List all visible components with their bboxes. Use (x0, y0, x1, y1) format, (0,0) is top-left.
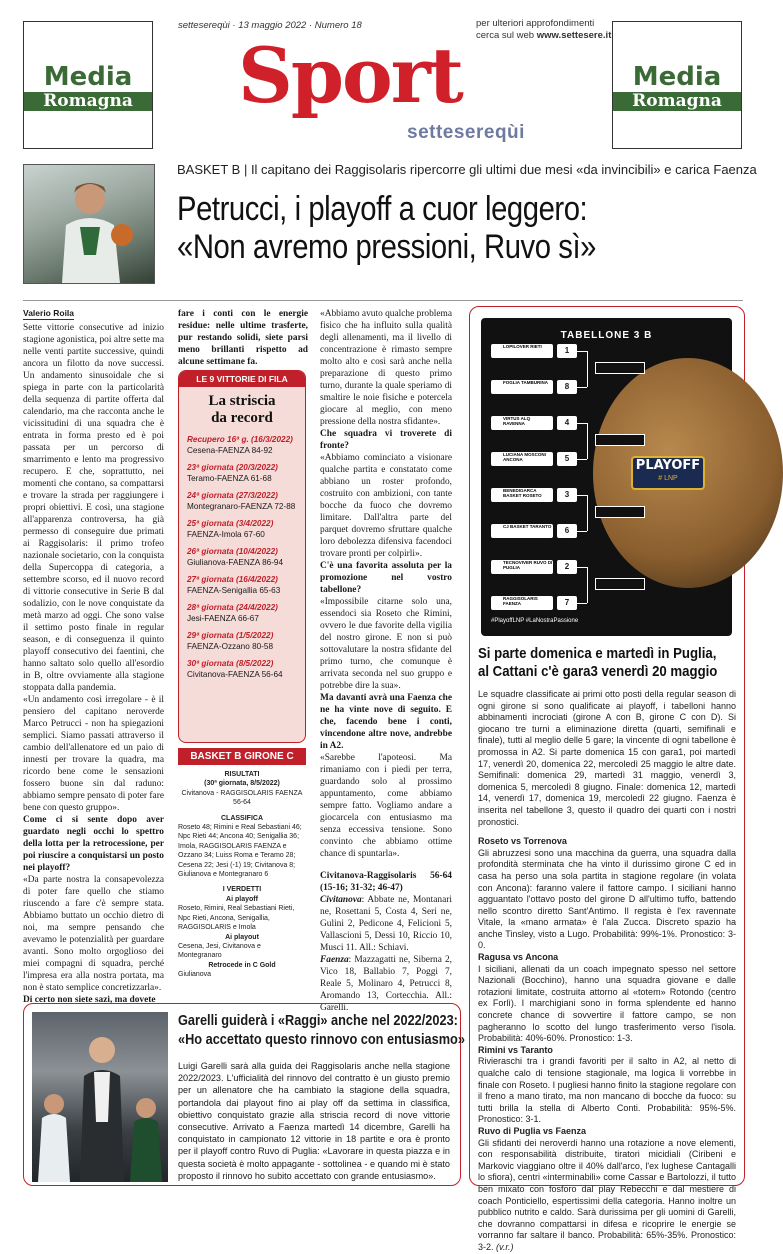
media-romagna-logo-left: Media Romagna (24, 64, 152, 111)
col1-paragraph-3: «Da parte nostra la consapevolezza di poter fare quello che stiamo riuscendo a fare c'è sempre stata. Abbiamo buttato un occhio dietro di noi, ma sempre pensando che avevamo le potenzialità per guardare avanti. Sono molto orgoglioso dei miei compagni di squadra, perché l'impresa era alla nostra portata, ma non è stato semplice concretizzarla». (23, 875, 164, 993)
bracket-semifinal-slot (595, 362, 645, 374)
streak-game (187, 519, 297, 540)
bracket-connector (577, 603, 587, 604)
info-line: per ulteriori approfondimenti cerca sul web www.settesere.it (476, 18, 612, 41)
bracket-title: TABELLONE 3 B (560, 330, 653, 341)
streak-game-result: Cesena-FAENZA 84-92 (187, 445, 273, 455)
col1-question-1: Come ci si sente dopo aver guardato negli occhi lo spettro della lotta per la retrocessione, per poi riuscire a conquistarsi un posto nei playoff? (23, 815, 164, 873)
col1-paragraph-1: Sette vittorie consecutive ad inizio stagione agonistica, poi altre sette ma nelle venti partite successive, quindi ancora un filotto da nove successi. Un andamento sinusoidale che si spiega in parte con la particolarità della sequenza di partite offerta dal calendario, ma che racconta anche le vicissitudini di una squadra che è entrata in forma presto ed è poi passata per un percorso di smarrimento e lento ma progressivo recupero. E che, soprattutto, nei momenti che contano, sa compattarsi e trovare la strada per raggiungere i propri obiettivi. E così, una stagione all'apparenza controversa, ha già permesso di conseguire due primati ai Raggisolaris: il primo trofeo nazionale societario, con la conquista della Supercoppa di categoria, a settembre scorso, ed il nuovo record di vittorie consecutive in Serie B dal sodalizio, con le nove conquistate da metà marzo ad oggi. Che sono valse il settimo posto finale in regular season, e di conseguenza il quinto playoff consecutivo dei faentini, che hanno saltato solo quello all'esordio in B, oltre ovviamente alla stagione stoppata dalla pandemia. (23, 323, 164, 693)
bracket-team-slot: VIRTUS ALQ RAVENNA (491, 416, 553, 430)
bracket-seed: 2 (557, 560, 577, 574)
streak-game-date: 27ª giornata (16/4/2022) (187, 575, 278, 584)
boxscore: Civitanova-Raggisolaris 56-64 (15-16; 31-32; 46-47) Civitanova: Abbate ne, Montanari ne, Rosettani 5, Costa 4, Seri ne, Gulini 2, Pedicone 4, Felicioni 5, Vallascioni 5, Dessi 10, Riccio 10, Musci 11. All.: Schiavi. Faenza: Mazzagatti ne, Siberna 2, Vico 18, Ballabio 7, Poggi 7, Reale 5, Molinaro 4, Petrucci 8, Aromando 13, Cortecchia. All.: Garelli. (320, 871, 452, 1013)
streak-game-result: Montegranaro-FAENZA 72-88 (187, 501, 296, 511)
streak-game (187, 463, 297, 484)
bracket-hashtag: #PlayoffLNP #LaNostraPassione (491, 618, 579, 624)
playoff-bracket (481, 318, 732, 636)
col1-paragraph-2: «Un andamento così irregolare - è il pensiero del capitano neroverde Marco Petrucci - non ha spiegazioni semplici. Siamo passati attraverso il cambio dell'allenatore ed un paio di innesti per trovare la quadra, ma ricordo bene come le sensazioni fossero buone sin dal raduno: abbiamo sempre pensato di poter fare bene con questo gruppo». (23, 695, 164, 813)
bracket-seed: 8 (557, 380, 577, 394)
player-figure (24, 165, 154, 283)
streak-game-result: Giulianova-FAENZA 86-94 (187, 557, 284, 567)
streak-game-date: 30ª giornata (8/5/2022) (187, 659, 274, 668)
streak-game (187, 659, 297, 680)
streak-game-date: 28ª giornata (24/4/2022) (187, 603, 278, 612)
streak-game (187, 575, 297, 596)
streak-box-header: LE 9 VITTORIE DI FILA (179, 371, 305, 387)
coach-figures (32, 1012, 168, 1182)
streak-game-result: Jesi-FAENZA 66-67 (187, 613, 259, 623)
streak-game-result: FAENZA-Ozzano 80-58 (187, 641, 274, 651)
bracket-connector (577, 423, 587, 424)
streak-game (187, 603, 297, 624)
bracket-team-slot: BENEDIGARCA BASKET ROSETO (491, 488, 553, 502)
streak-game (187, 547, 297, 568)
streak-game-date: 23ª giornata (20/3/2022) (187, 463, 278, 472)
streak-game (187, 631, 297, 652)
byline: Valerio Roila (23, 308, 75, 318)
bracket-seed: 3 (557, 488, 577, 502)
bracket-team-slot: TECNOVIVER RUVO DI PUGLIA (491, 560, 553, 574)
streak-game-date: 26ª giornata (10/4/2022) (187, 547, 278, 556)
issue-line: settesereqùi · 13 maggio 2022 · Numero 18 (178, 20, 362, 31)
bracket-connector (577, 459, 587, 460)
bracket-team-slot: RAGGISOLARIS FAENZA (491, 596, 553, 610)
streak-game-result: FAENZA-Imola 67-60 (187, 529, 265, 539)
bracket-connector (577, 531, 587, 532)
bracket-connector (587, 351, 588, 387)
streak-box-title: La striscia da record (208, 393, 276, 426)
article-column-1 (23, 322, 164, 1018)
bracket-seed: 5 (557, 452, 577, 466)
streak-games-list (179, 435, 305, 680)
masthead: Sport (238, 31, 462, 120)
streak-game-date: 25ª giornata (3/4/2022) (187, 519, 274, 528)
article-column-2-top: fare i conti con le energie residue: nelle ultime trasferte, pur restando solidi, siete parsi meno brillanti rispetto ad alcune settimane fa. (178, 309, 308, 367)
bracket-team-slot: LUCIANA MOSCONI ANCONA (491, 452, 553, 466)
article-column-3: «Abbiamo avuto qualche problema fisico che ha influito sulla qualità degli allenamenti, ma il livello di concentrazione è rimasto sempre molto alto e così sarà anche nella preparazione di questo primo turno, durante la quale speriamo di smaltire le noie fisiche e potercela giocare al meglio, con meno pressione della nostra sfidante». Che squadra vi troverete di fronte? «Abbiamo cominciato a visionare qualche partita e constatato come abbiano un roster profondo, costruito con ambizioni, con tante bocche da fuoco che dovremo limitare. Dall'altra parte del parquet dovremo sfruttare qualche loro debolezza difensiva facendoci trovare pronti per colpirli». C'è una favorita assoluta per la promozione nel vostro tabellone? «Impossibile citarne solo una, essendoci sia Roseto che Rimini, ovvero le due favorite della vigilia del nostro girone. E non si può sottovalutare la nostra sfidante del primo turno, che comunque è arrivata seconda nel suo gruppo e potrebbe dire la sua». Ma davanti avrà una Faenza che ne ha vinte nove di seguito. E che, facendo bene i conti, vincendone altre nove, andrebbe in A2. «Sarebbe l'apoteosi. Ma rimaniamo con i piedi per terra, guardando solo al prossimo appuntamento, come abbiamo sempre fatto. Vogliamo andare a giocarcela con entusiasmo ma senza eccessiva tensione. Sono convinto che abbiamo ottime chance di spuntarla». Civitanova-Raggisolaris 56-64 (15-16; 31-32; 46-47) Civitanova: Abbate ne, Montanari ne, Rosettani 5, Costa 4, Seri ne, Gulini 2, Pedicone 4, Felicioni 5, Vallascioni 5, Dessi 10, Riccio 10, Musci 11. All.: Schiavi. Faenza: Mazzagatti ne, Siberna 2, Vico 18, Ballabio 7, Poggi 7, Reale 5, Molinaro 4, Petrucci 8, Aromando 13, Cortecchia. All.: Garelli. (320, 309, 452, 1013)
media-romagna-logo-right: Media Romagna (613, 64, 741, 111)
streak-game-result: Teramo-FAENZA 61-68 (187, 473, 272, 483)
advert-left[interactable] (23, 21, 153, 149)
preview-text: Le squadre classificate ai primi otto posti della regular season di ogni girone si sono qualificate ai playoff, i tabelloni hanno abbinamenti incrociati (girone A con B, girone C con D). Si giocano tre turni a eliminazione diretta (quarti, semifinali e finale), tutti al meglio delle 5 gare; la vincente di ogni tabellone è promossa in A2. Si parte domenica 15 con gara1, poi martedì 17, venerdì 20, domenica 22, mercoledì 25 maggio le altre date. Semifinali: domenica 29, martedì 31 maggio, venerdì 3, domenica 5, mercoledì 8 giugno. Finale: domenica 12, martedì 14, venerdì 17, domenica 19, mercoledì 22 giugno. Faenza è inserita nel tabellone 3, questo il quadro dei quarti con i nostri pronostici. Roseto vs Torrenova Gli abruzzesi sono una macchina da guerra, una squadra dalla profondità sterminata che ha vinto il durissimo girone C ed in casa ha perso una sola partita in stagione regolare (in volata con Ancona): faranno valere il fattore campo. I siciliani hanno agguantato l'ottavo posto del girone D all'ultimo tuffo, battendo nello scontro diretto Sant'Antimo. Il regista è l'ex ravennate Vitale, la «mano armata» è l'ala Zucca. Discreto spazio ha anche Tinsley, visto a Lugo. Probabilità: 99%-1%. Pronostico: 3-0. Ragusa vs Ancona I siciliani, allenati da un coach impegnato spesso nel settore Nazionali (Bocchino), hanno una squadra giovane e dalle rotazioni limitate, costruita attorno al «totem» Rotondo (centro ex Forlì). I marchigiani sono in forma splendente ed hanno concrete chance di sovvertire il fattore campo, se non pagheranno lo scotto del lungo trasferimento verso l'isola. Probabilità: 40%-60%. Pronostico: 1-3. Rimini vs Taranto Rivieraschi tra i grandi favoriti per il salto in A2, al netto di qualche calo di tensione stagionale, ma logica li vorrebbe in finale con Roseto. I pugliesi hanno finito la stagione regolare con il freno a mano tirato, ma non mancano di bocche da fuoco: su tutti brilla la stella di Alberto Conti. Probabilità: 95%-5%. Pronostico: 3-1. Ruvo di Puglia vs Faenza Gli sfidanti dei neroverdi hanno una rotazione a nove elementi, con responsabilità distribuite, tiratori micidiali (Ciribeni e Markovic viaggiano oltre il 40% dall'arco, l'ex lughese Cantagalli lo sfiora), centri «interminabili» come Cassar e Bartolozzi, il tutto ben mixato con fosforo dal play Rebecchi e dal mestiere di coach Ponticiello, espertissimi della categoria. Hanno inoltre un pubblico nutrito e caldo. Sarà durissima per gli uomini di Garelli, che dovranno compattarsi in difesa e ricoprire le energie se vorranno far saltare il banco. Probabilità: 65%-35%. Pronostico: 3-2. (v.r.) (478, 689, 736, 1252)
article-headline: Petrucci, i playoff a cuor leggero: «Non avremo pressioni, Ruvo sì» (177, 190, 596, 267)
girone-header: BASKET B GIRONE C (178, 748, 306, 765)
streak-game (187, 435, 297, 456)
header-rule (23, 300, 743, 301)
bracket-connector (587, 567, 588, 603)
playoff-logo: PLAYOFF # LNP (631, 456, 705, 490)
bracket-connector (587, 423, 588, 459)
streak-game-date: 29ª giornata (1/5/2022) (187, 631, 274, 640)
girone-info: RISULTATI (30ª giornata, 8/5/2022) Civitanova - RAGGISOLARIS FAENZA 56-64 CLASSIFICA Roseto 48; Rimini e Real Sebastiani 46; Npc Rieti 44; Ancona 40; Senigallia 36; Imola, RAGGISOLARIS FAENZA e Ozzano 34; Luiss Roma e Teramo 28; Cesena 22; Jesi (-1) 19; Civitanova 8; Giulianova e Montegranaro 6 I VERDETTI Ai playoff Roseto, Rimini, Real Sebastiani Rieti, Npc Rieti, Ancona, Senigallia, RAGGISOLARIS e Imola Ai playout Cesena, Jesi, Civitanova e Montegranaro Retrocede in C Gold Giulianova (178, 771, 303, 979)
preview-headline: Si parte domenica e martedì in Puglia, al Cattani c'è gara3 venerdì 20 maggio (478, 645, 718, 680)
bracket-team-slot: FOGLIA TAMBURINA (491, 380, 553, 394)
petrucci-photo (23, 164, 155, 284)
bracket-connector (577, 567, 587, 568)
info-url[interactable]: www.settesere.it (536, 30, 612, 41)
bracket-team-slot: LOPILOVER RIETI (491, 344, 553, 358)
article-kicker: BASKET B | Il capitano dei Raggisolaris ripercorre gli ultimi due mesi «da invincibili» e carica Faenza (177, 162, 757, 177)
col1-question-2: Di certo non siete sazi, ma dovete (23, 995, 156, 1005)
bracket-connector (587, 495, 588, 531)
bracket-semifinal-slot (595, 434, 645, 446)
streak-game-date: Recupero 16ª g. (16/3/2022) (187, 435, 293, 444)
streak-game (187, 491, 297, 512)
streak-game-date: 24ª giornata (27/3/2022) (187, 491, 278, 500)
subbrand: settesereqùi (407, 122, 525, 143)
bracket-connector (577, 495, 587, 496)
garelli-text: Luigi Garelli sarà alla guida dei Raggisolaris anche nella stagione 2022/2023. L'ufficialità del rinnovo del contratto è un giusto premio per un allenatore che ha cambiato la stagione della squadra, portandola dai playout fino ai play off da settima in classifica, obiettivo conquistato grazie alla striscia record di nove vittorie consecutive. Arrivato a Faenza martedì 14 dicembre, Garelli ha conquistato in campionato 12 vittorie in 18 partite e ora è pronto per il playoff contro Ruvo di Puglia: «Lavorare in questa piazza e in questa società è molto appagante - sottolinea - e quando mi è stato proposto il rinnovo ho subito accettato con grande entusiasmo». (178, 1061, 450, 1181)
garelli-photo (32, 1012, 168, 1182)
bracket-seed: 6 (557, 524, 577, 538)
bracket-semifinal-slot (595, 506, 645, 518)
garelli-headline: Garelli guiderà i «Raggi» anche nel 2022/2023: «Ho accettato questo rinnovo con entusiasmo» (178, 1012, 465, 1048)
record-streak-box (178, 370, 306, 743)
bracket-team-slot: CJ BASKET TARANTO (491, 524, 553, 538)
streak-game-result: FAENZA-Senigallia 65-63 (187, 585, 281, 595)
bracket-seed: 1 (557, 344, 577, 358)
streak-game-result: Civitanova-FAENZA 56-64 (187, 669, 283, 679)
bracket-semifinal-slot (595, 578, 645, 590)
bracket-seed: 7 (557, 596, 577, 610)
bracket-seed: 4 (557, 416, 577, 430)
advert-right[interactable] (612, 21, 742, 149)
bracket-connector (577, 351, 587, 352)
bracket-connector (577, 387, 587, 388)
